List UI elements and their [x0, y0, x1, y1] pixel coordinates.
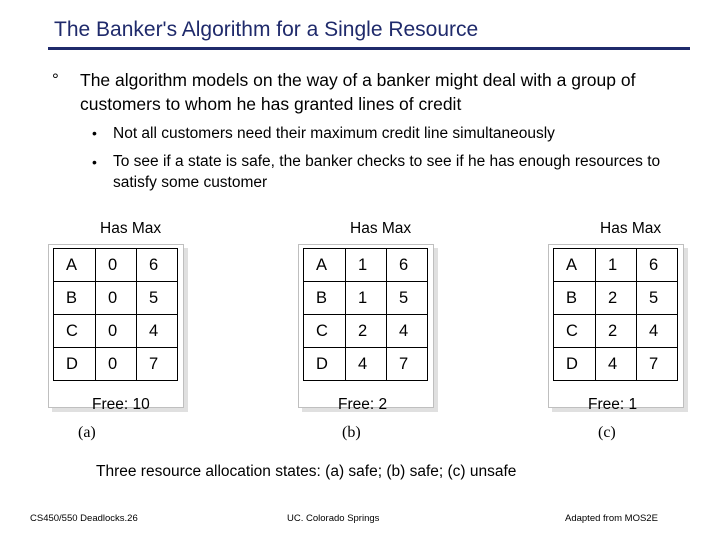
table-header: Has Max	[350, 220, 412, 237]
has-value: 1	[346, 282, 387, 315]
table-row	[554, 348, 678, 381]
state-label: (c)	[598, 424, 616, 441]
footer-institution: UC. Colorado Springs	[287, 513, 380, 524]
free-count: Free: 10	[92, 396, 150, 413]
max-value: 4	[137, 315, 178, 348]
table-row	[304, 249, 428, 282]
customer-name: B	[304, 282, 346, 315]
bullet-marker: °	[52, 70, 59, 89]
table-header: Has Max	[100, 220, 162, 237]
has-value: 1	[596, 249, 637, 282]
max-value: 7	[387, 348, 428, 381]
customer-name: D	[554, 348, 596, 381]
free-count: Free: 2	[338, 396, 388, 413]
has-value: 1	[346, 249, 387, 282]
max-value: 5	[387, 282, 428, 315]
max-value: 6	[137, 249, 178, 282]
has-value: 0	[96, 348, 137, 381]
has-value: 2	[346, 315, 387, 348]
title-divider	[48, 47, 690, 50]
table-row	[304, 282, 428, 315]
table-row	[54, 249, 178, 282]
customer-name: C	[554, 315, 596, 348]
customer-name: B	[54, 282, 96, 315]
customer-name: D	[304, 348, 346, 381]
sub-bullet-marker: •	[92, 154, 97, 170]
state-label: (a)	[78, 424, 96, 441]
max-value: 6	[387, 249, 428, 282]
has-value: 0	[96, 249, 137, 282]
table-row	[304, 348, 428, 381]
sub-bullet-marker: •	[92, 125, 97, 141]
table-grid	[298, 244, 434, 408]
max-value: 7	[137, 348, 178, 381]
table-row	[54, 282, 178, 315]
table-row	[54, 348, 178, 381]
footer-course: CS450/550 Deadlocks.26	[30, 513, 138, 524]
customer-name: A	[554, 249, 596, 282]
table-grid	[548, 244, 684, 408]
table-header: Has Max	[600, 220, 662, 237]
sub-point: To see if a state is safe, the banker checks to see if he has enough resources to satisfy some customer	[113, 153, 661, 191]
has-value: 0	[96, 315, 137, 348]
table-row	[554, 315, 678, 348]
customer-name: B	[554, 282, 596, 315]
has-value: 2	[596, 282, 637, 315]
has-value: 2	[596, 315, 637, 348]
max-value: 4	[637, 315, 678, 348]
has-value: 4	[346, 348, 387, 381]
max-value: 5	[137, 282, 178, 315]
customer-name: C	[54, 315, 96, 348]
max-value: 5	[637, 282, 678, 315]
main-point: The algorithm models on the way of a banker might deal with a group of customers to whom he has granted lines of credit	[80, 70, 636, 114]
figure-caption: Three resource allocation states: (a) safe; (b) safe; (c) unsafe	[96, 463, 517, 480]
free-count: Free: 1	[588, 396, 638, 413]
sub-point: Not all customers need their maximum credit line simultaneously	[113, 125, 555, 142]
table-row	[304, 315, 428, 348]
slide-title: The Banker's Algorithm for a Single Resource	[54, 18, 479, 41]
max-value: 6	[637, 249, 678, 282]
has-value: 4	[596, 348, 637, 381]
table-row	[554, 249, 678, 282]
table-row	[54, 315, 178, 348]
table-row	[554, 282, 678, 315]
customer-name: C	[304, 315, 346, 348]
customer-name: A	[304, 249, 346, 282]
max-value: 4	[387, 315, 428, 348]
customer-name: A	[54, 249, 96, 282]
table-grid	[48, 244, 184, 408]
customer-name: D	[54, 348, 96, 381]
footer-source: Adapted from MOS2E	[565, 513, 658, 524]
state-label: (b)	[342, 424, 361, 441]
max-value: 7	[637, 348, 678, 381]
has-value: 0	[96, 282, 137, 315]
